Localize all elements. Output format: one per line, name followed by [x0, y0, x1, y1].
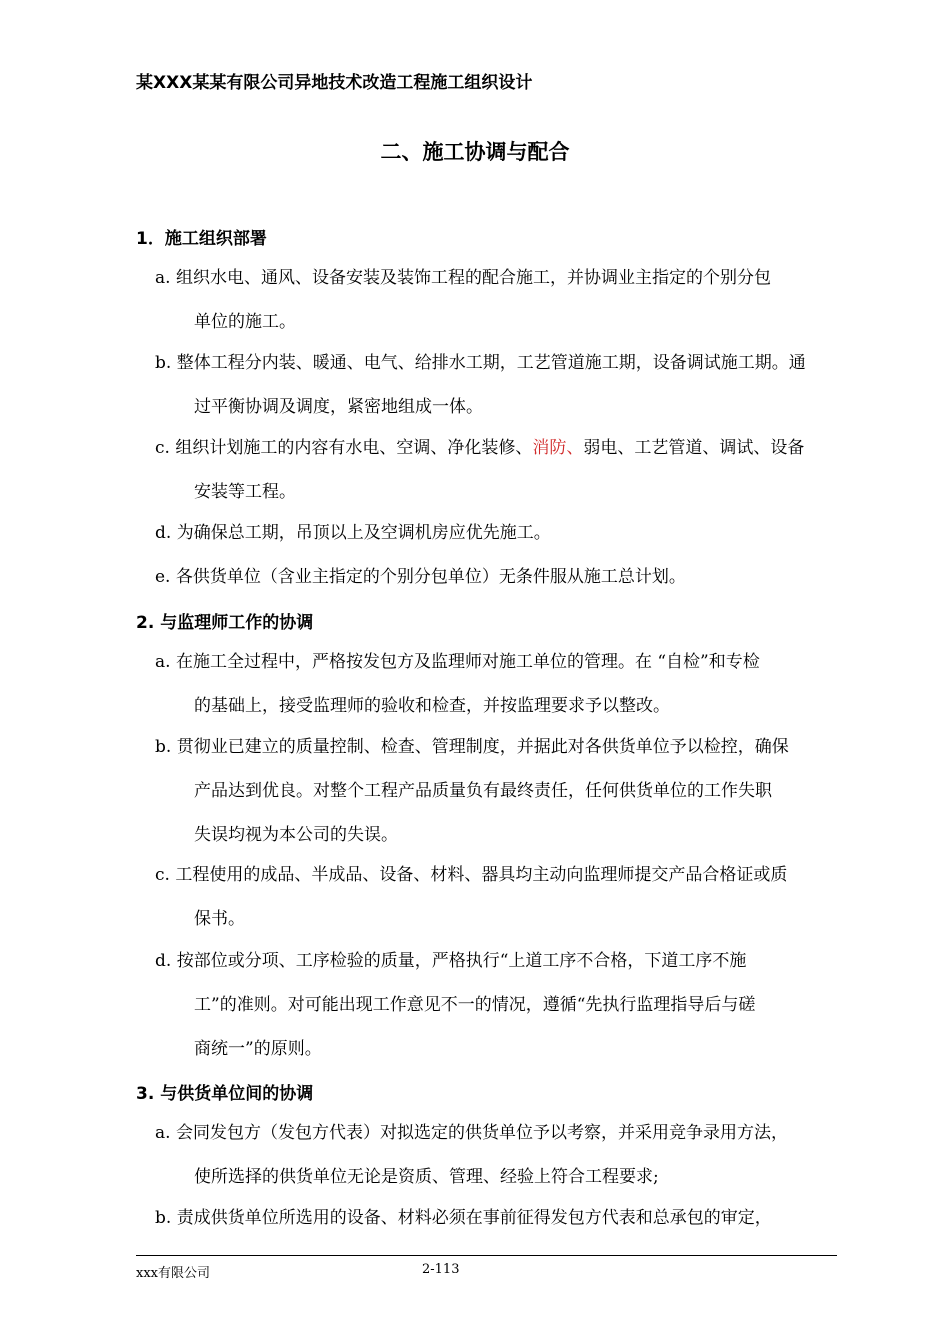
- section-heading-3: 3. 与供货单位间的协调: [136, 1084, 314, 1104]
- item-line: 产品达到优良。对整个工程产品质量负有最终责任，任何供货单位的工作失职: [194, 781, 772, 801]
- section-title: 二、施工协调与配合: [380, 140, 570, 164]
- document-header: 某XXX某某有限公司异地技术改造工程施工组织设计: [136, 73, 533, 93]
- list-item-2a: [155, 640, 837, 728]
- item-text: c. 组织计划施工的内容有水电、空调、净化装修、: [155, 438, 533, 458]
- item-line: d. 为确保总工期，吊顶以上及空调机房应优先施工。: [155, 523, 551, 543]
- item-text: 弱电、工艺管道、调试、设备: [583, 438, 805, 458]
- item-line: 失误均视为本公司的失误。: [194, 825, 398, 845]
- item-line: e. 各供货单位（含业主指定的个别分包单位）无条件服从施工总计划。: [155, 567, 686, 587]
- footer-company: xxx有限公司: [136, 1266, 210, 1281]
- page-number: 2-113: [422, 1262, 460, 1277]
- section-heading-1: 1．施工组织部署: [136, 229, 267, 249]
- list-item-2c: [155, 853, 837, 941]
- item-line: 商统一”的原则。: [194, 1039, 322, 1059]
- item-line: b. 贯彻业已建立的质量控制、检查、管理制度，并据此对各供货单位予以检控，确保: [155, 737, 789, 757]
- list-item-1a: [155, 256, 837, 344]
- list-item-1d: [155, 511, 837, 555]
- item-line: d. 按部位或分项、工序检验的质量，严格执行“上道工序不合格，下道工序不施: [155, 951, 747, 971]
- item-line: c. 工程使用的成品、半成品、设备、材料、器具均主动向监理师提交产品合格证或质: [155, 865, 788, 885]
- item-line: 单位的施工。: [194, 312, 296, 332]
- list-item-1e: [155, 555, 837, 599]
- list-item-3b: [155, 1196, 837, 1240]
- item-line: 安装等工程。: [194, 482, 296, 502]
- item-line: [155, 426, 837, 470]
- item-line: b. 整体工程分内装、暖通、电气、给排水工期，工艺管道施工期，设备调试施工期。通: [155, 353, 806, 373]
- item-line: a. 组织水电、通风、设备安装及装饰工程的配合施工，并协调业主指定的个别分包: [155, 268, 771, 288]
- list-item-3a: [155, 1111, 837, 1199]
- item-line: 的基础上，接受监理师的验收和检查，并按监理要求予以整改。: [194, 696, 670, 716]
- item-line: 工”的准则。对可能出现工作意见不一的情况，遵循“先执行监理指导后与磋: [194, 995, 756, 1015]
- item-line: 保书。: [194, 909, 245, 929]
- item-line: a. 在施工全过程中，严格按发包方及监理师对施工单位的管理。在 “自检”和专检: [155, 652, 760, 672]
- list-item-2d: [155, 939, 837, 1071]
- list-item-1c: [155, 426, 837, 514]
- section-heading-2: 2. 与监理师工作的协调: [136, 613, 314, 633]
- list-item-1b: [155, 341, 837, 429]
- list-item-2b: [155, 725, 837, 857]
- highlighted-text: 消防、: [532, 438, 584, 458]
- item-line: 过平衡协调及调度，紧密地组成一体。: [194, 397, 483, 417]
- item-line: b. 责成供货单位所选用的设备、材料必须在事前征得发包方代表和总承包的审定，: [155, 1208, 772, 1228]
- item-line: a. 会同发包方（发包方代表）对拟选定的供货单位予以考察，并采用竞争录用方法，: [155, 1123, 788, 1143]
- footer-divider: [136, 1255, 837, 1256]
- item-line: 使所选择的供货单位无论是资质、管理、经验上符合工程要求;: [194, 1167, 659, 1187]
